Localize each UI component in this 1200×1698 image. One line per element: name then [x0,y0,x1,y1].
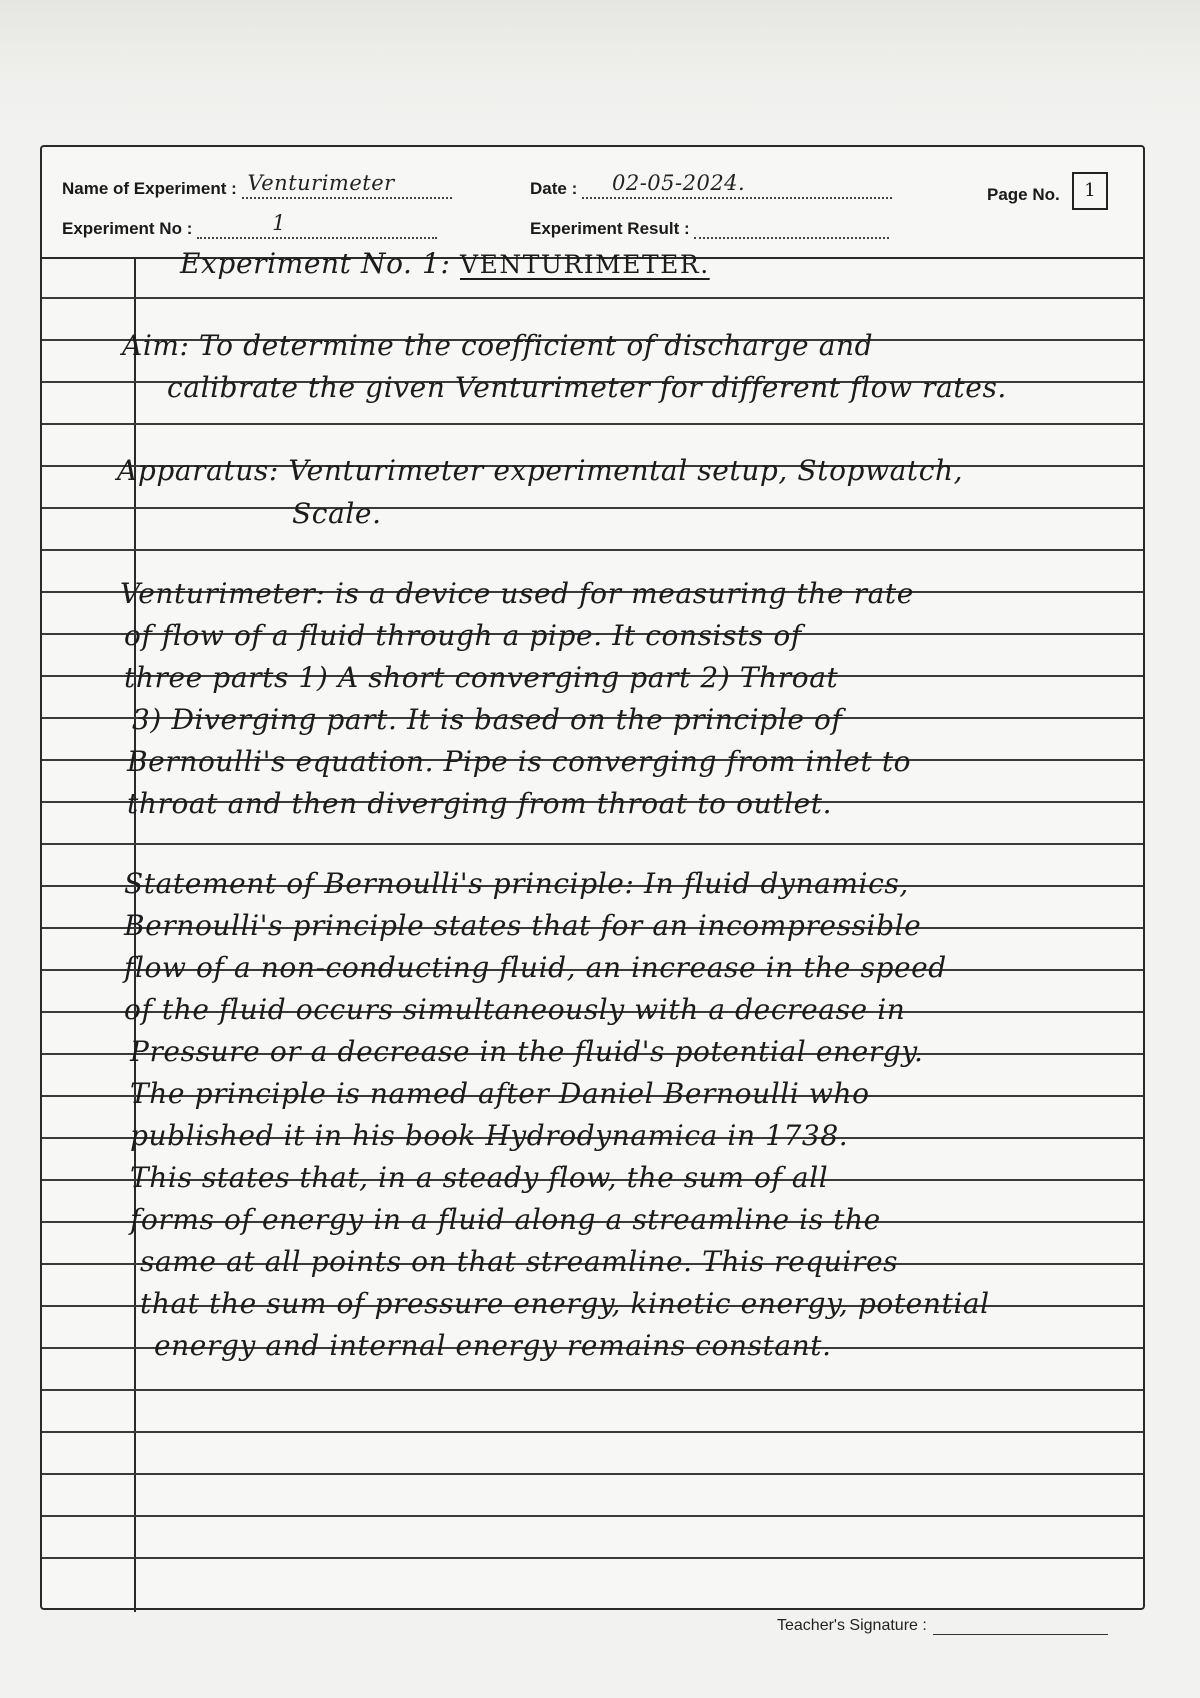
page-header [42,147,1143,259]
experiment-number-label: Experiment No : [62,219,193,238]
title-main: VENTURIMETER. [460,250,710,279]
teacher-signature-field [777,1617,1108,1635]
body-line: throat and then diverging from throat to outlet. [127,787,833,820]
body-line: of the fluid occurs simultaneously with a decrease in [124,993,906,1026]
body-line: Bernoulli's equation. Pipe is converging from inlet to [127,745,912,778]
body-line: Aim: To determine the coefficient of discharge and [122,329,874,362]
ruled-line [42,1515,1143,1517]
date-field [530,171,892,199]
ruled-line [42,843,1143,845]
body-line: same at all points on that streamline. This requires [140,1245,899,1278]
body-line: that the sum of pressure energy, kinetic energy, potential [140,1287,990,1320]
experiment-number-field [62,211,437,239]
ruled-line [42,507,1143,509]
experiment-name-value: Venturimeter [247,171,395,195]
ruled-line [42,549,1143,551]
ruled-line [42,1557,1143,1559]
body-line: This states that, in a steady flow, the sum of all [130,1161,829,1194]
body-line: 3) Diverging part. It is based on the principle of [132,703,843,736]
date-label: Date : [530,179,578,198]
notebook-page [40,145,1145,1634]
experiment-result-field [530,219,889,239]
ruled-line [42,1389,1143,1391]
experiment-title [180,247,710,280]
body-line: Venturimeter: is a device used for measuring the rate [120,577,914,610]
body-line: calibrate the given Venturimeter for different flow rates. [167,371,1007,404]
body-line: The principle is named after Daniel Bernoulli who [130,1077,870,1110]
teacher-signature-label: Teacher's Signature : [777,1617,927,1634]
body-line: of flow of a fluid through a pipe. It consists of [124,619,802,652]
body-line: energy and internal energy remains constant. [154,1329,832,1362]
scan-background [0,0,1200,140]
body-line: Apparatus: Venturimeter experimental setup, Stopwatch, [117,454,964,487]
ruled-line [42,1431,1143,1433]
body-line: three parts 1) A short converging part 2) Throat [124,661,839,694]
body-line: flow of a non-conducting fluid, an increase in the speed [124,951,947,984]
body-line: forms of energy in a fluid along a streamline is the [130,1203,881,1236]
body-line: Pressure or a decrease in the fluid's potential energy. [130,1035,924,1068]
experiment-name-label: Name of Experiment : [62,179,237,198]
experiment-number-value: 1 [272,211,286,235]
page-number-label: Page No. [987,185,1060,204]
ruled-line [42,423,1143,425]
body-line: Statement of Bernoulli's principle: In fluid dynamics, [124,867,909,900]
ruled-line [42,297,1143,299]
body-line: Scale. [292,497,382,530]
date-value: 02-05-2024. [611,171,746,195]
experiment-name-field [62,171,452,199]
page-number-value: 1 [1072,172,1108,210]
title-prefix: Experiment No. 1: [180,247,451,280]
body-line: published it in his book Hydrodynamica in 1738. [130,1119,849,1152]
body-line: Bernoulli's principle states that for an incompressible [124,909,922,942]
ruled-line [42,1473,1143,1475]
signature-line [933,1634,1108,1635]
experiment-result-label: Experiment Result : [530,219,690,238]
